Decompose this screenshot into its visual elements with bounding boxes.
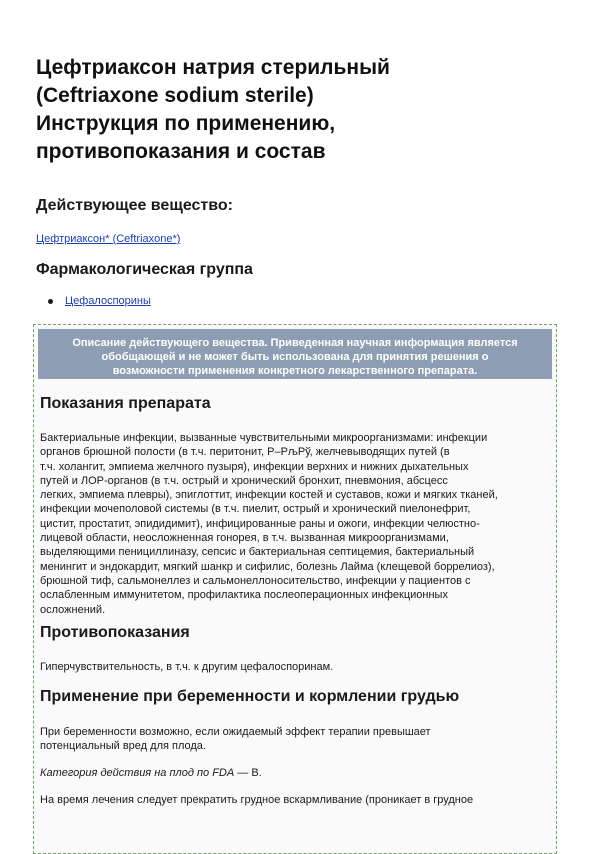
active-substance-link[interactable]: Цефтриаксон* (Ceftriaxone*) bbox=[36, 233, 181, 245]
bullet-icon bbox=[48, 299, 53, 304]
fda-category-label: Категория действия на плод по FDA bbox=[40, 767, 235, 779]
text-line: выделяющими пенициллиназу, сепсис и бактериальная септицемия, бактериальный bbox=[40, 546, 475, 559]
text-line: брюшной тиф, сальмонеллез и сальмонеллоносительство, инфекции у пациентов с bbox=[40, 574, 471, 587]
text-line: инфекции мочеполовой системы (в т.ч. пиелит, острый и хронический пиелонефрит, bbox=[40, 503, 471, 516]
text-line: При беременности возможно, если ожидаемый эффект терапии превышает bbox=[40, 726, 431, 738]
title-line: противопоказания и состав bbox=[36, 140, 326, 163]
text-line: т.ч. холангит, эмпиема желчного пузыря), инфекции верхних и нижних дыхательных bbox=[40, 460, 469, 473]
title-line: (Ceftriaxone sodium sterile) bbox=[36, 84, 314, 107]
text-line: ослабленным иммунитетом, профилактика послеоперационных инфекционных bbox=[40, 589, 448, 602]
text-line: Гиперчувствительность, в т.ч. к другим цефалоспоринам. bbox=[40, 661, 334, 673]
text-line: менингит и эндокардит, мягкий шанкр и сифилис, болезнь Лайма (клещевой боррелиоз), bbox=[40, 560, 495, 573]
list-item bbox=[48, 295, 151, 307]
title-line: Цефтриаксон натрия стерильный bbox=[36, 56, 390, 79]
substance-description-box bbox=[33, 324, 557, 854]
fda-category-line bbox=[40, 766, 554, 780]
text-line: Бактериальные инфекции, вызванные чувствительными микроорганизмами: инфекции bbox=[40, 432, 488, 444]
text-line: На время лечения следует прекратить грудное вскармливание (проникает в грудное bbox=[40, 794, 474, 806]
text-line: лицевой области, неосложненная гонорея, в т.ч. вызванная микроорганизмами, bbox=[40, 532, 449, 545]
disclaimer-line: Описание действующего вещества. Приведенная научная информация является bbox=[72, 337, 518, 349]
pregnancy-text bbox=[40, 725, 554, 754]
contraindications-text bbox=[40, 660, 554, 674]
fda-category-value: — B. bbox=[234, 767, 262, 779]
contraindications-heading: Противопоказания bbox=[40, 624, 190, 641]
indications-heading: Показания препарата bbox=[40, 395, 211, 412]
disclaimer-line: обобщающей и не может быть использована для принятия решения о bbox=[101, 351, 489, 363]
text-line: потенциальный вред для плода. bbox=[40, 740, 206, 753]
pharm-group-link[interactable]: Цефалоспорины bbox=[65, 295, 151, 307]
text-line: органов брюшной полости (в т.ч. перитонит, Р–РљРў, желчевыводящих путей (в bbox=[40, 446, 450, 459]
active-substance-heading: Действующее вещество: bbox=[36, 197, 233, 214]
pharm-group-heading: Фармакологическая группа bbox=[36, 261, 253, 278]
disclaimer-line: возможности применения конкретного лекарственного препарата. bbox=[112, 365, 478, 377]
text-line: цистит, простатит, эпидидимит), инфицированные раны и ожоги, инфекции челюстно- bbox=[40, 517, 480, 530]
page-title bbox=[36, 54, 566, 166]
disclaimer-banner bbox=[38, 329, 552, 379]
text-line: осложнений. bbox=[40, 603, 106, 616]
title-line: Инструкция по применению, bbox=[36, 112, 336, 135]
text-line: легких, эмпиема плевры), эпиглоттит, инфекции костей и суставов, кожи и мягких тканей, bbox=[40, 489, 498, 502]
lactation-text bbox=[40, 793, 554, 807]
indications-text bbox=[40, 431, 554, 617]
text-line: путей и ЛОР-органов (в т.ч. острый и хронический бронхит, пневмония, абсцесс bbox=[40, 474, 448, 487]
pharm-group-list bbox=[48, 295, 151, 307]
pregnancy-heading: Применение при беременности и кормлении грудью bbox=[40, 688, 460, 705]
